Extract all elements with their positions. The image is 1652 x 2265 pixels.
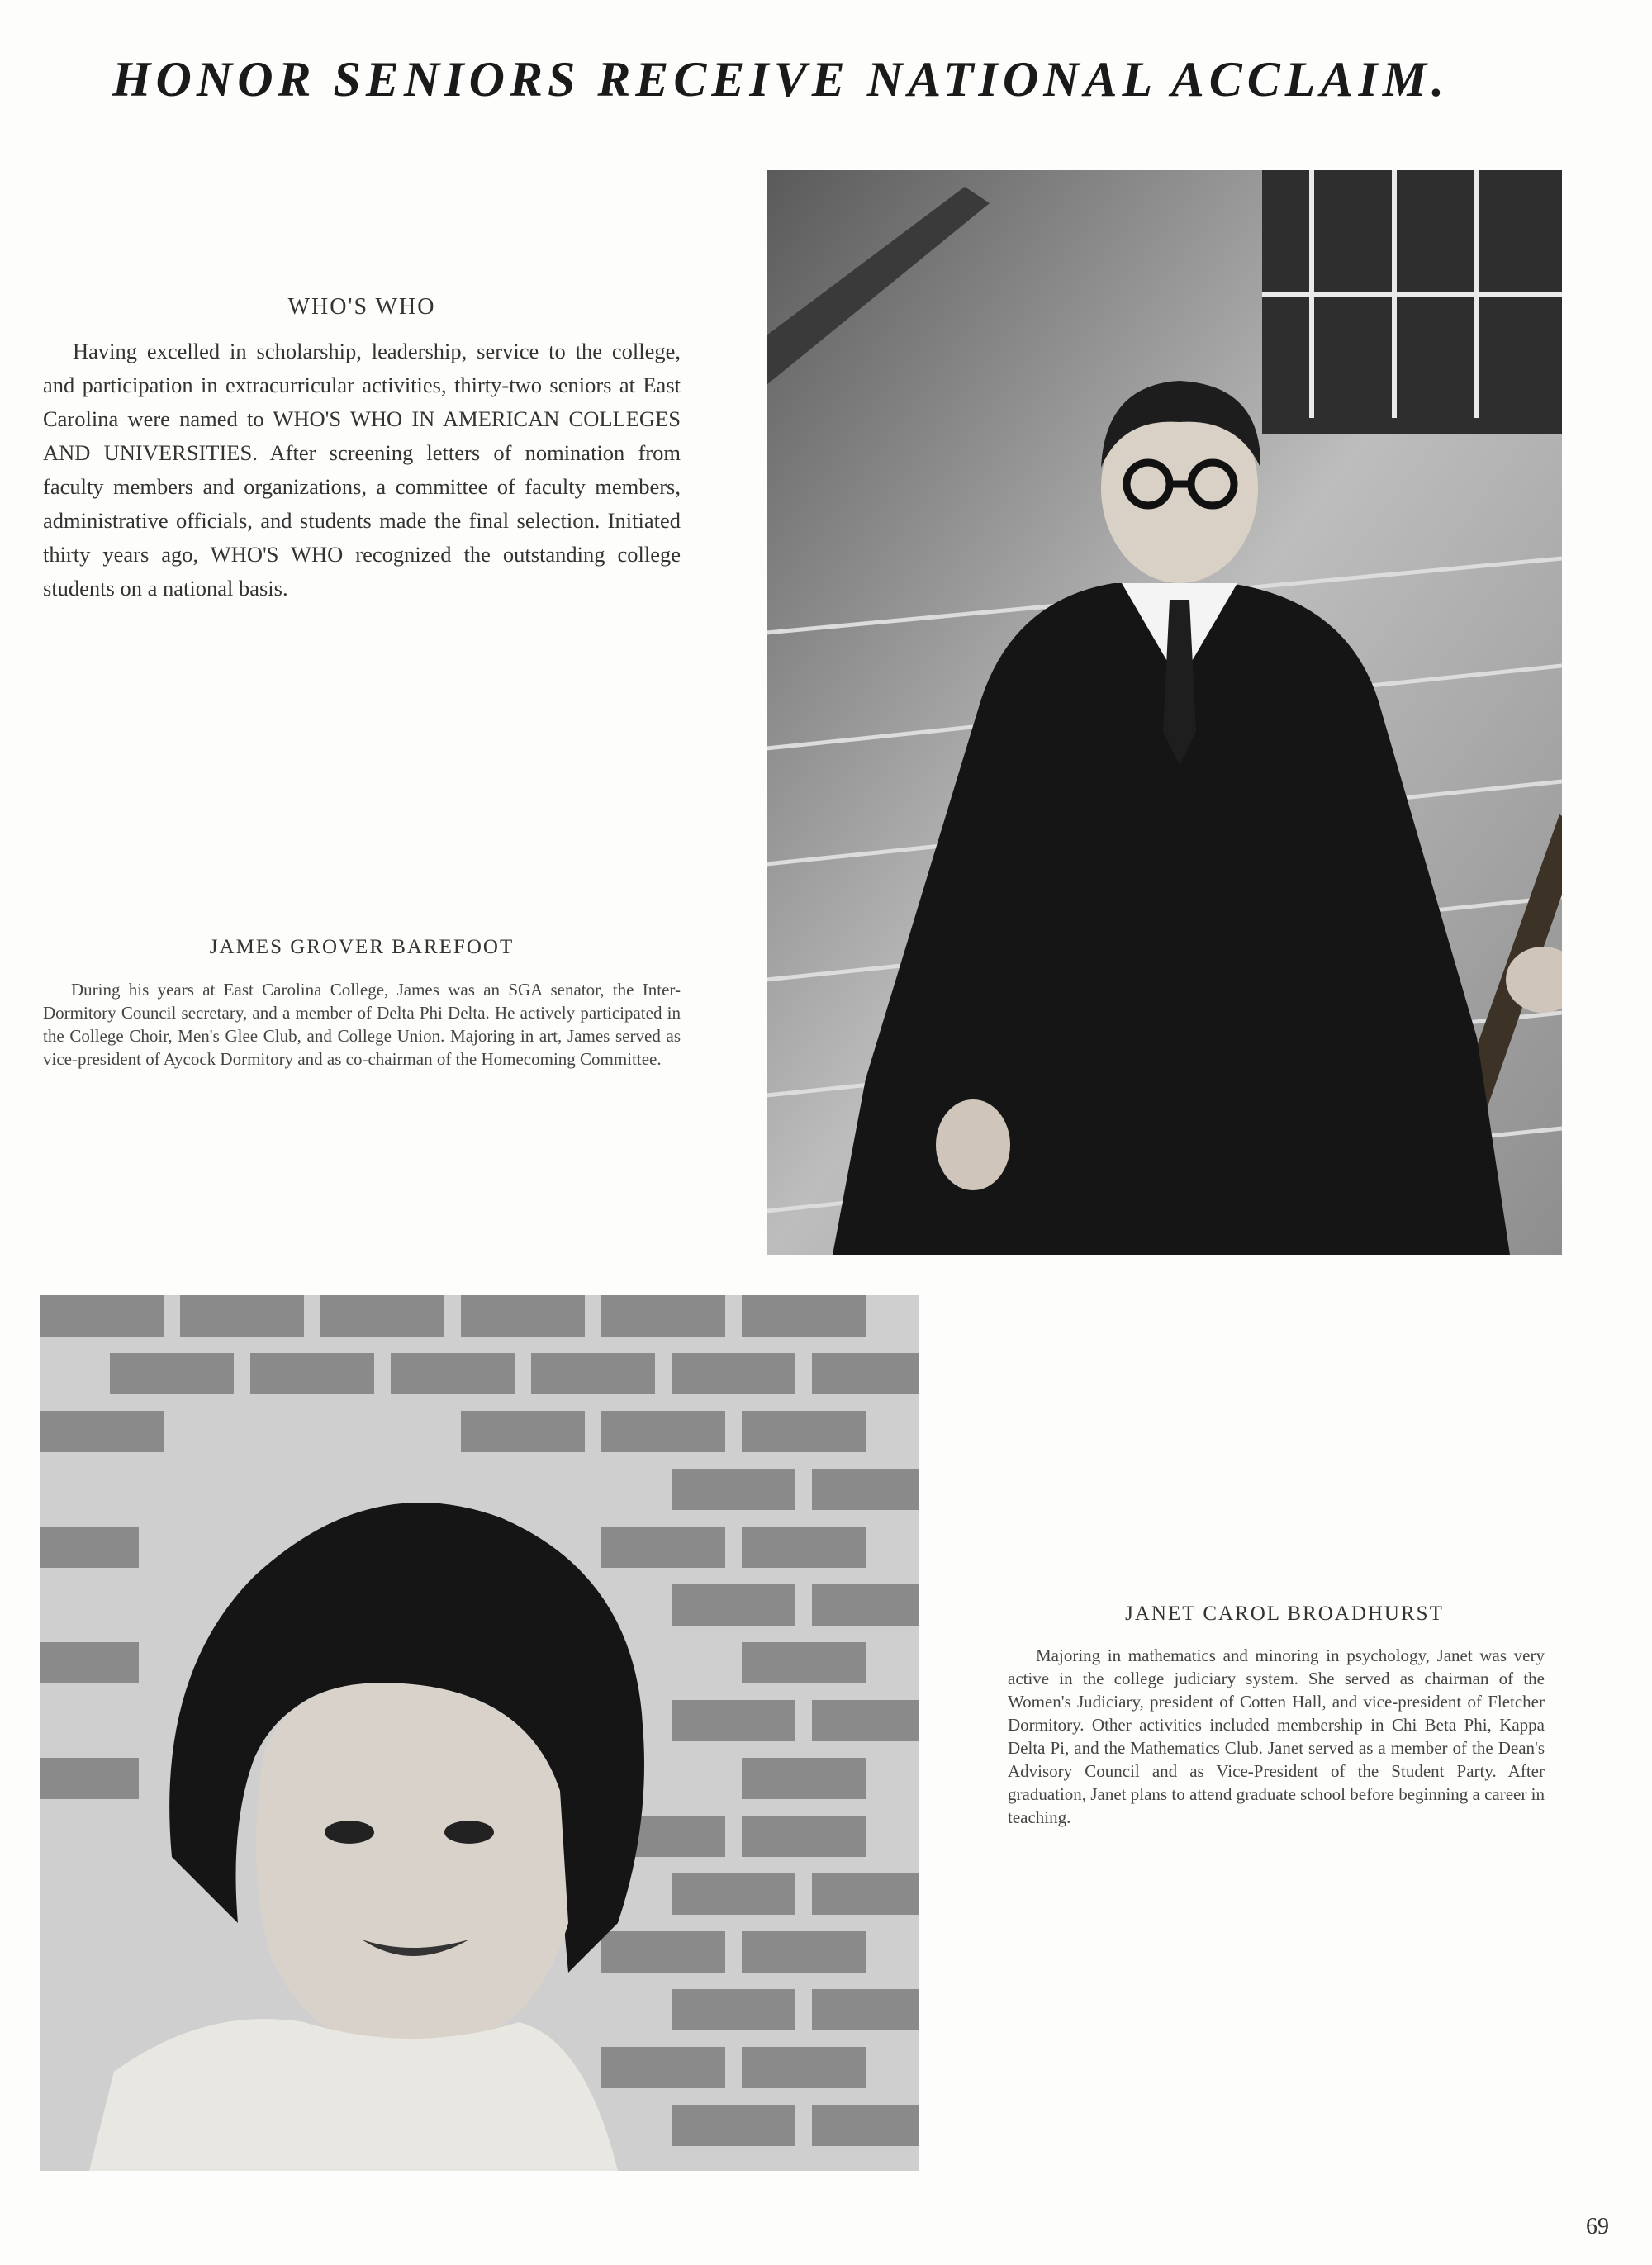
profile-bio-barefoot: During his years at East Carolina College, James was an SGA senator, the Inter-Dormitory Council secretary, and a member of Delta Phi Delta. He actively participated in the College Choir, Men's Glee Club, and College Union. Majoring in art, James served as vice-president of Aycock Dormitory and as co-chairman of the Homecoming Committee.	[43, 980, 681, 1069]
profile-name-broadhurst: JANET CAROL BROADHURST	[1125, 1603, 1444, 1625]
profile-bio-broadhurst: Majoring in mathematics and minoring in psychology, Janet was very active in the college judiciary system. She served as chairman of the Women's Judiciary, president of Cotten Hall, and vice-president of Fletcher Dormitory. Other activities included membership in Chi Beta Phi, Kappa Delta Pi, and the Mathematics Club. Janet served as a member of the Dean's Advisory Council and as Vice-President of the Student Party. After graduation, Janet plans to attend graduate school before beginning a career in teaching.	[1008, 1645, 1545, 1827]
photo-janet-broadhurst	[40, 1295, 919, 2171]
profile-name-barefoot: JAMES GROVER BAREFOOT	[209, 936, 515, 958]
whos-who-intro: Having excelled in scholarship, leadership, service to the college, and participation in extracurricular activities, thirty-two seniors at East Carolina were named to WHO'S WHO IN AMERICAN COLLEGES AND UNIVERSITIES. After screening letters of nomination from faculty members and organizations, a committee of faculty members, administrative officials, and students made the final selection. Initiated thirty years ago, WHO'S WHO recognized the outstanding college students on a national basis.	[43, 339, 681, 601]
photo-james-barefoot	[767, 170, 1562, 1255]
whos-who-heading: WHO'S WHO	[287, 294, 436, 320]
page-number: 69	[1586, 2214, 1609, 2239]
page-headline: HONOR SENIORS RECEIVE NATIONAL ACCLAIM.	[112, 52, 1450, 107]
